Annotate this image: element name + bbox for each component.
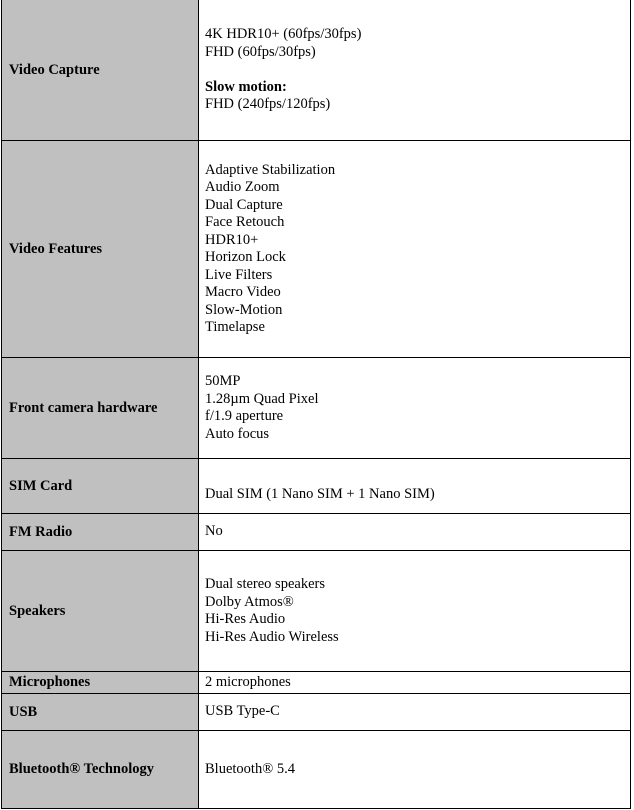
row-label: SIM Card xyxy=(2,459,199,514)
spacer xyxy=(205,61,630,79)
row-label: Speakers xyxy=(2,551,199,672)
row-value xyxy=(199,358,631,459)
table-row xyxy=(2,514,631,551)
value-line: Auto focus xyxy=(205,425,270,442)
value-line: Dual SIM (1 Nano SIM + 1 Nano SIM) xyxy=(205,485,435,502)
value-line: USB Type-C xyxy=(205,703,280,720)
value-line: Dolby Atmos® xyxy=(205,593,294,610)
value-line: Dual Capture xyxy=(205,196,283,213)
value-line: Hi-Res Audio xyxy=(205,611,286,627)
value-line: 4K HDR10+ (60fps/30fps) xyxy=(205,26,362,43)
value-line: Dual stereo speakers xyxy=(205,576,325,592)
row-label: Video Features xyxy=(2,141,199,358)
value-line: Audio Zoom xyxy=(205,179,280,195)
value-line: Live Filters xyxy=(205,266,273,283)
value-line: FHD (60fps/30fps) xyxy=(205,43,316,60)
value-line: Horizon Lock xyxy=(205,249,286,265)
table-row xyxy=(2,0,631,141)
row-value xyxy=(199,694,631,731)
value-line: No xyxy=(205,523,223,540)
value-line: Hi-Res Audio Wireless xyxy=(205,628,339,645)
value-line: Slow-Motion xyxy=(205,301,283,318)
value-line: Adaptive Stabilization xyxy=(205,161,336,178)
row-label: Microphones xyxy=(2,672,199,694)
value-line: Timelapse xyxy=(205,319,265,335)
row-value xyxy=(199,459,631,514)
table-row xyxy=(2,358,631,459)
table-row xyxy=(2,141,631,358)
value-line: 2 microphones xyxy=(205,673,291,690)
value-line: Macro Video xyxy=(205,284,281,300)
table-row xyxy=(2,551,631,672)
value-line: 50MP xyxy=(205,373,241,389)
value-subheading: Slow motion: xyxy=(205,78,287,95)
row-value xyxy=(199,514,631,551)
table-row xyxy=(2,459,631,514)
value-line: f/1.9 aperture xyxy=(205,408,284,424)
table-row xyxy=(2,672,631,694)
row-label: Video Capture xyxy=(2,0,199,141)
spec-table xyxy=(1,0,631,809)
value-line: Bluetooth® 5.4 xyxy=(205,760,295,777)
row-label: FM Radio xyxy=(2,514,199,551)
row-value xyxy=(199,551,631,672)
row-label: Bluetooth® Technology xyxy=(2,731,199,809)
value-line: Face Retouch xyxy=(205,214,285,230)
row-label: USB xyxy=(2,694,199,731)
row-value xyxy=(199,0,631,141)
table-row xyxy=(2,731,631,809)
value-line: HDR10+ xyxy=(205,231,259,248)
row-label: Front camera hardware xyxy=(2,358,199,459)
row-value xyxy=(199,672,631,694)
value-line: 1.28µm Quad Pixel xyxy=(205,390,319,407)
row-value xyxy=(199,731,631,809)
value-line: FHD (240fps/120fps) xyxy=(205,96,331,113)
row-value xyxy=(199,141,631,358)
table-row xyxy=(2,694,631,731)
